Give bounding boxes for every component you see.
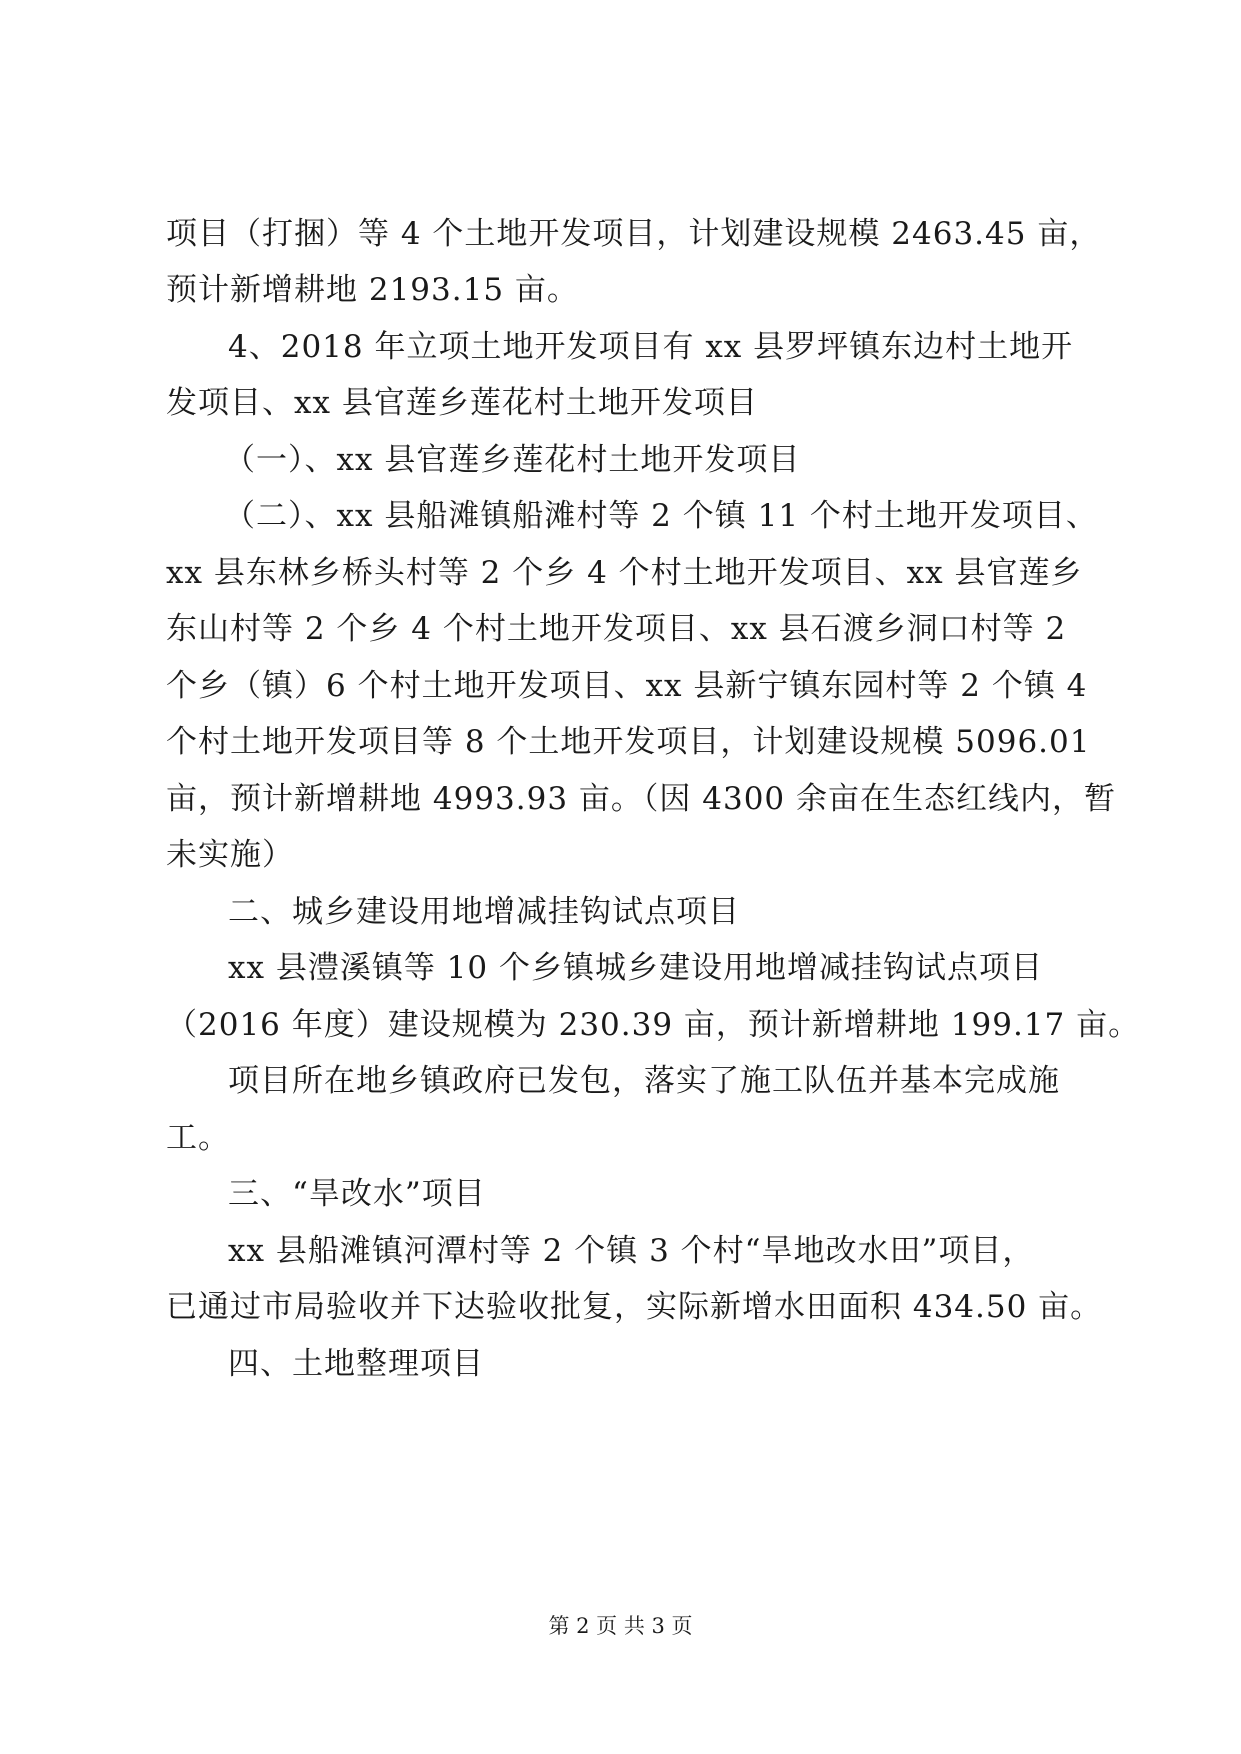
- paragraph-line: 个乡（镇）6 个村土地开发项目、xx 县新宁镇东园村等 2 个镇 4: [166, 668, 1088, 704]
- paragraph-line: 已通过市局验收并下达验收批复，实际新增水田面积 434.50 亩。: [166, 1289, 1103, 1325]
- paragraph-line: xx 县东林乡桥头村等 2 个乡 4 个村土地开发项目、xx 县官莲乡: [166, 555, 1083, 591]
- paragraph-line: （二）、xx 县船滩镇船滩村等 2 个镇 11 个村土地开发项目、: [224, 498, 1098, 534]
- paragraph-line: 工。: [166, 1120, 230, 1156]
- page-footer: 第 2 页 共 3 页: [548, 1614, 693, 1638]
- paragraph-line: 个村土地开发项目等 8 个土地开发项目，计划建设规模 5096.01: [166, 724, 1091, 760]
- section-heading: 三、“旱改水”项目: [228, 1176, 486, 1212]
- paragraph-line: 4、2018 年立项土地开发项目有 xx 县罗坪镇东边村土地开: [228, 329, 1074, 365]
- paragraph-line: 东山村等 2 个乡 4 个村土地开发项目、xx 县石渡乡洞口村等 2: [166, 611, 1067, 647]
- section-heading: 二、城乡建设用地增减挂钩试点项目: [228, 894, 740, 930]
- paragraph-line: 未实施）: [166, 837, 294, 873]
- paragraph-line: 预计新增耕地 2193.15 亩。: [166, 272, 579, 308]
- sub-heading: （一）、xx 县官莲乡莲花村土地开发项目: [224, 442, 801, 478]
- paragraph-line: 发项目、xx 县官莲乡莲花村土地开发项目: [166, 385, 758, 421]
- paragraph-line: xx 县船滩镇河潭村等 2 个镇 3 个村“旱地改水田”项目，: [228, 1233, 1035, 1269]
- paragraph-line: 亩，预计新增耕地 4993.93 亩。（因 4300 余亩在生态红线内，暂: [166, 781, 1116, 817]
- section-heading: 四、土地整理项目: [228, 1346, 484, 1382]
- paragraph-line: xx 县澧溪镇等 10 个乡镇城乡建设用地增减挂钩试点项目: [228, 950, 1043, 986]
- paragraph-line: 项目（打捆）等 4 个土地开发项目，计划建设规模 2463.45 亩，: [166, 216, 1102, 252]
- paragraph-line: （2016 年度）建设规模为 230.39 亩，预计新增耕地 199.17 亩。: [166, 1007, 1141, 1043]
- paragraph-line: 项目所在地乡镇政府已发包，落实了施工队伍并基本完成施: [228, 1063, 1060, 1099]
